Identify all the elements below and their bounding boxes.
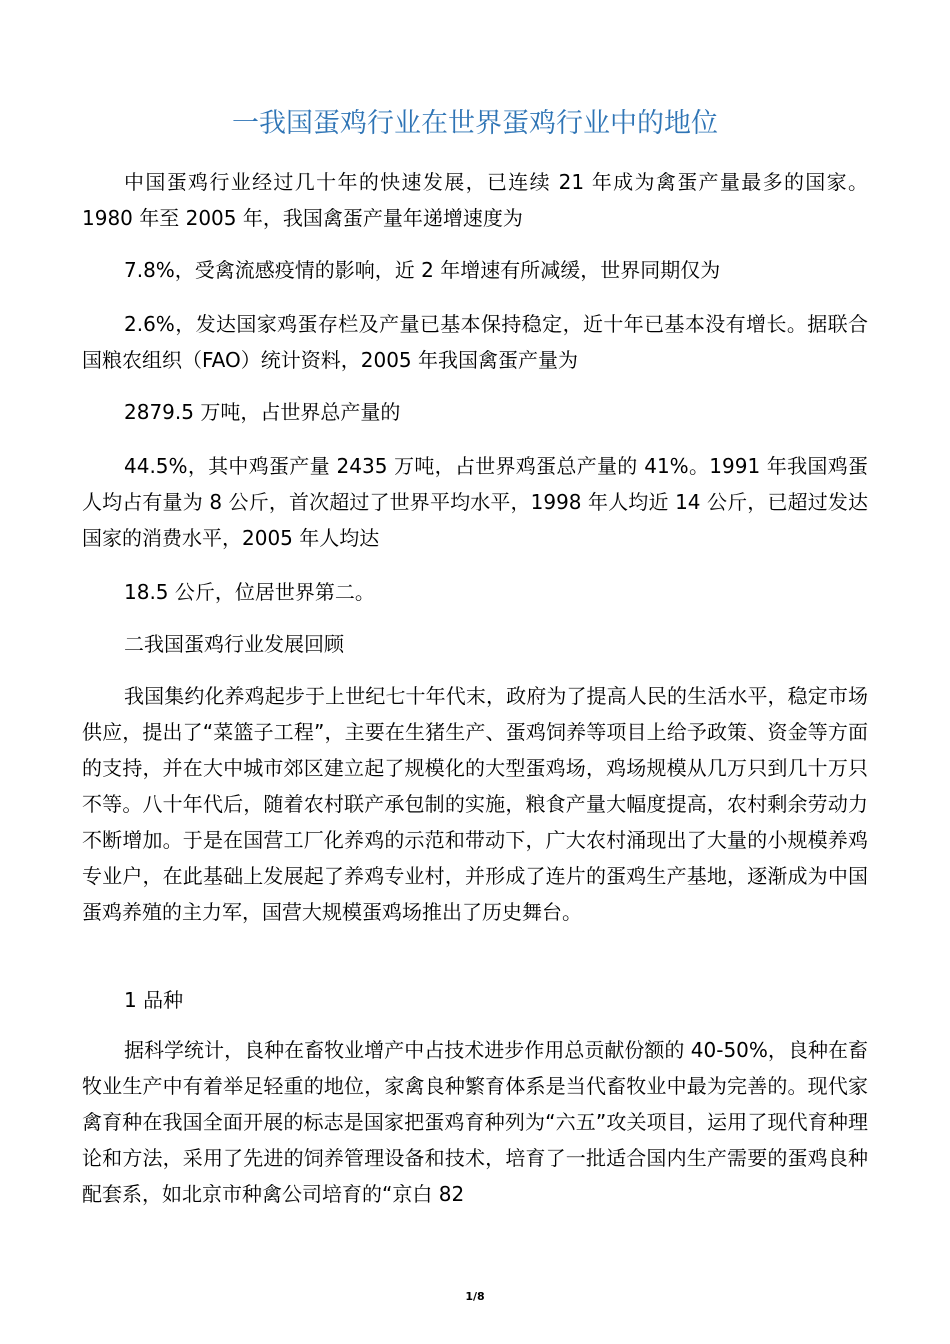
paragraph: 中国蛋鸡行业经过几十年的快速发展，已连续 21 年成为禽蛋产量最多的国家。1980 年至 2005 年，我国禽蛋产量年递增速度为 bbox=[82, 170, 868, 230]
paragraph: 我国集约化养鸡起步于上世纪七十年代末，政府为了提高人民的生活水平，稳定市场供应，提出了“菜篮子工程”，主要在生猪生产、蛋鸡饲养等项目上给予政策、资金等方面的支持，并在大中城市郊区建立起了规模化的大型蛋鸡场，鸡场规模从几万只到几十万只不等。八十年代后，随着农村联产承包制的实施，粮食产量大幅度提高，农村剩余劳动力不断增加。于是在国营工厂化养鸡的示范和带动下，广大农村涌现出了大量的小规模养鸡专业户，在此基础上发展起了养鸡专业村，并形成了连片的蛋鸡生产基地，逐渐成为中国蛋鸡养殖的主力军，国营大规模蛋鸡场推出了历史舞台。 bbox=[82, 684, 868, 924]
section-heading: 二我国蛋鸡行业发展回顾 bbox=[124, 632, 344, 656]
paragraph: 2879.5 万吨，占世界总产量的 bbox=[124, 400, 401, 424]
document-title: 一我国蛋鸡行业在世界蛋鸡行业中的地位 bbox=[232, 108, 718, 139]
subsection-heading: 1 品种 bbox=[124, 988, 184, 1012]
paragraph: 44.5%，其中鸡蛋产量 2435 万吨，占世界鸡蛋总产量的 41%。1991 年我国鸡蛋人均占有量为 8 公斤，首次超过了世界平均水平，1998 年人均近 14 公斤，已超过发达国家的消费水平，2005 年人均达 bbox=[82, 454, 868, 550]
paragraph: 7.8%，受禽流感疫情的影响，近 2 年增速有所减缓，世界同期仅为 bbox=[124, 258, 721, 282]
page-number: 1/8 bbox=[465, 1290, 485, 1303]
paragraph: 据科学统计，良种在畜牧业增产中占技术进步作用总贡献份额的 40-50%，良种在畜牧业生产中有着举足轻重的地位，家禽良种繁育体系是当代畜牧业中最为完善的。现代家禽育种在我国全面开展的标志是国家把蛋鸡育种列为“六五”攻关项目，运用了现代育种理论和方法，采用了先进的饲养管理设备和技术，培育了一批适合国内生产需要的蛋鸡良种配套系，如北京市种禽公司培育的“京白 82 bbox=[82, 1038, 868, 1206]
paragraph: 18.5 公斤，位居世界第二。 bbox=[124, 580, 375, 604]
paragraph: 2.6%，发达国家鸡蛋存栏及产量已基本保持稳定，近十年已基本没有增长。据联合国粮农组织（FAO）统计资料，2005 年我国禽蛋产量为 bbox=[82, 312, 868, 372]
